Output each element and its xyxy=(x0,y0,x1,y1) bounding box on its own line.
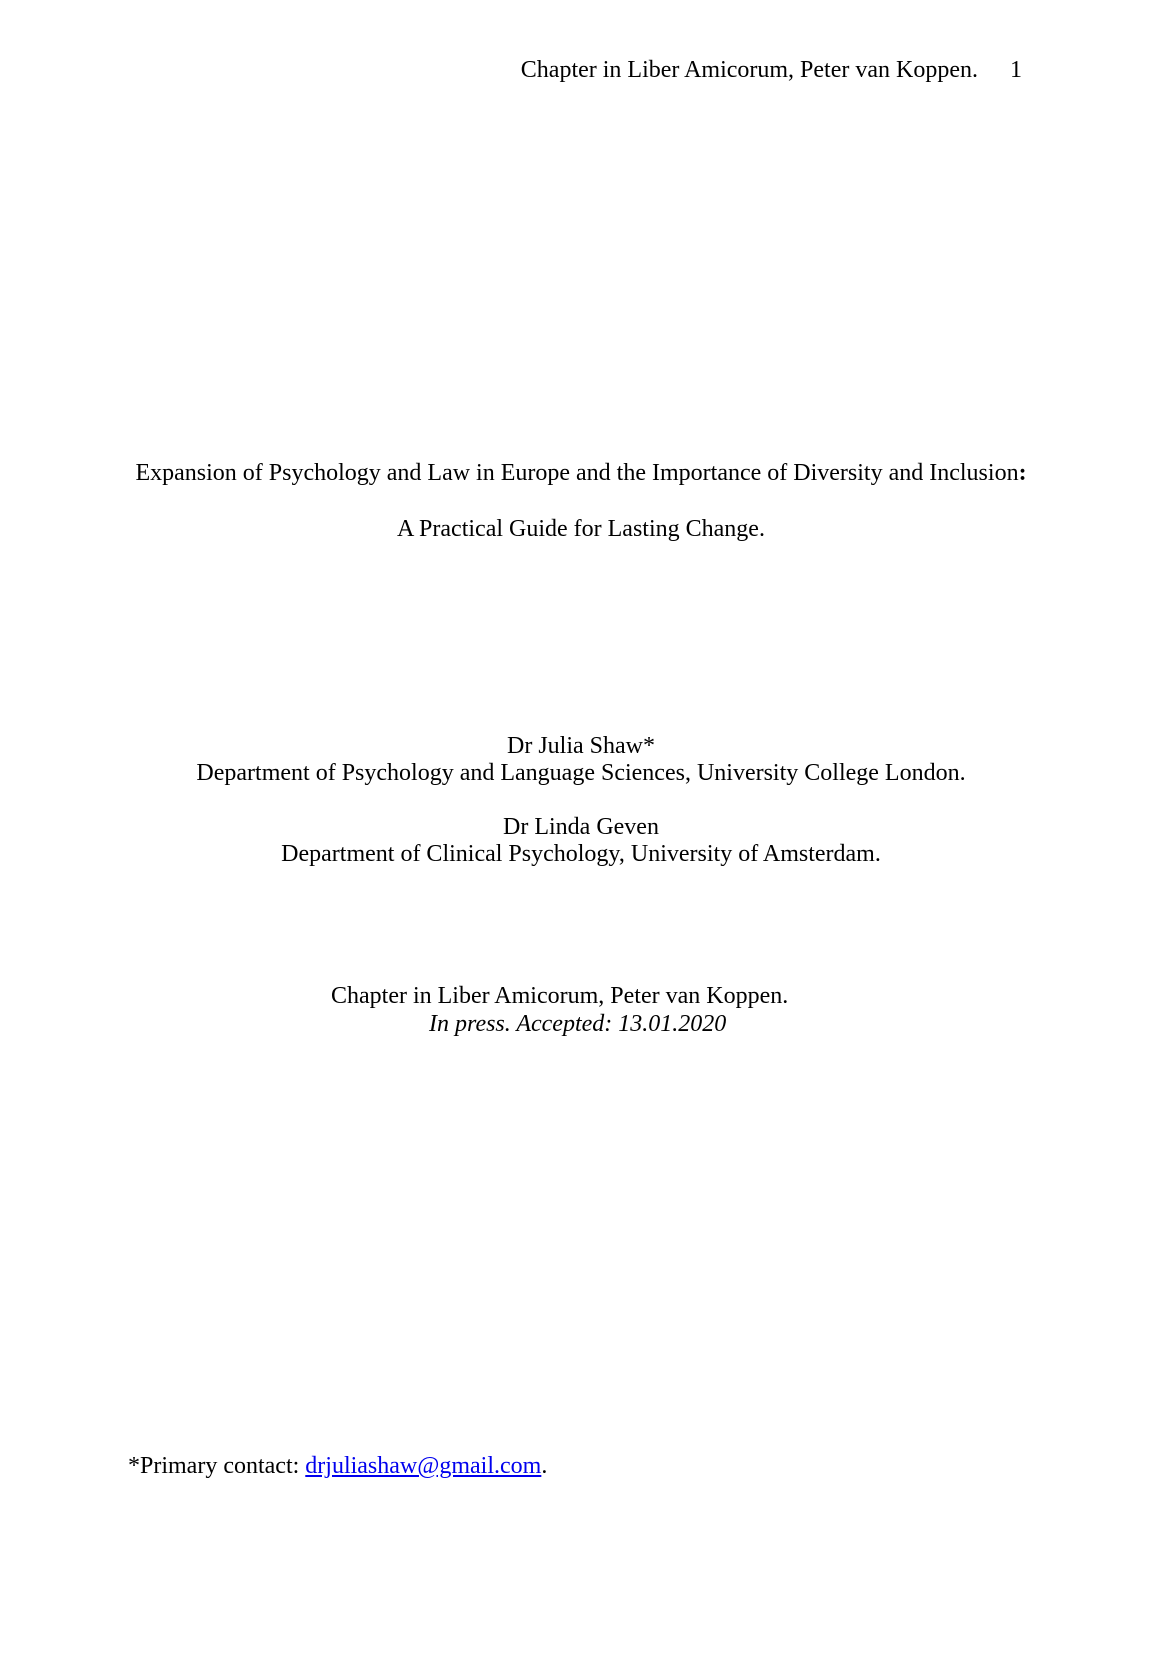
author-name: Dr Julia Shaw* xyxy=(507,733,655,759)
contact-email-link[interactable]: drjuliashaw@gmail.com xyxy=(305,1453,542,1479)
author-1 xyxy=(0,733,1162,787)
title-line-1 xyxy=(0,458,1162,488)
contact-label: *Primary contact: xyxy=(128,1453,306,1479)
author-list xyxy=(0,733,1162,868)
author-affiliation: Department of Clinical Psychology, University of Amsterdam. xyxy=(281,841,881,867)
page-number: 1 xyxy=(1010,57,1022,83)
author-2 xyxy=(0,814,1162,868)
publication-info xyxy=(0,982,1162,1038)
title-colon: : xyxy=(1018,460,1027,486)
author-affiliation: Department of Psychology and Language Sciences, University College London. xyxy=(196,760,966,786)
publication-status: In press. Accepted: 13.01.2020 xyxy=(429,1011,727,1037)
title-line-2: A Practical Guide for Lasting Change. xyxy=(397,516,765,542)
running-head: Chapter in Liber Amicorum, Peter van Koppen. xyxy=(520,57,978,83)
contact-trailing: . xyxy=(541,1453,548,1479)
document-title xyxy=(0,458,1162,544)
title-main: Expansion of Psychology and Law in Europe and the Importance of Diversity and Inclusion xyxy=(135,460,1019,486)
publication-venue: Chapter in Liber Amicorum, Peter van Koppen. xyxy=(331,983,789,1009)
author-name: Dr Linda Geven xyxy=(503,814,659,840)
primary-contact xyxy=(128,1451,547,1481)
